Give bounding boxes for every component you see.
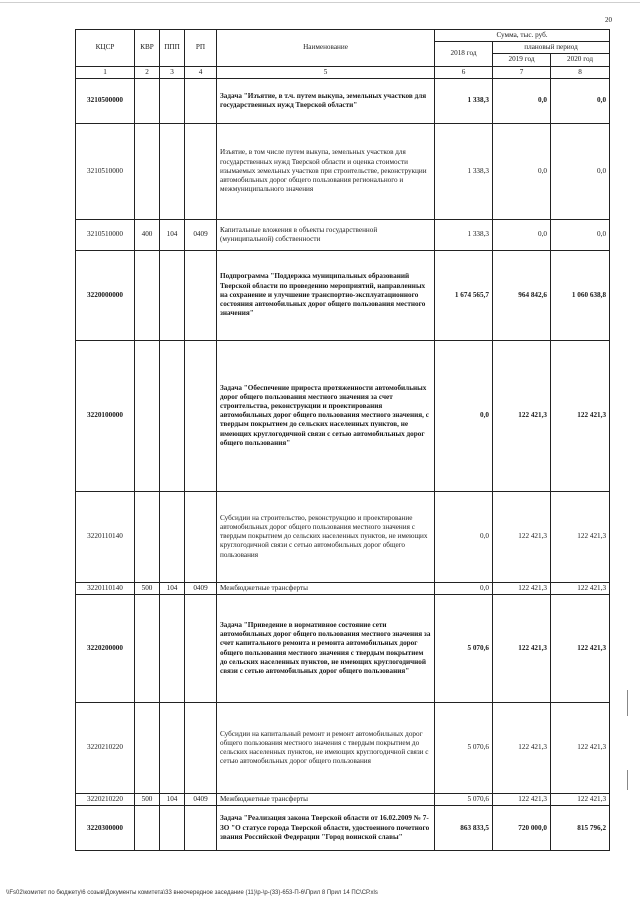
- col-num: 5: [217, 66, 435, 78]
- amount-2019-cell: 122 421,3: [493, 703, 551, 794]
- amount-2019-cell: 122 421,3: [493, 794, 551, 806]
- rp-cell: 0409: [185, 794, 217, 806]
- kvr-cell: [135, 250, 160, 340]
- kvr-cell: 400: [135, 219, 160, 250]
- kcsr-cell: 3220200000: [76, 595, 135, 703]
- header-kcsr: КЦСР: [76, 30, 135, 67]
- kvr-cell: [135, 123, 160, 219]
- header-planned-period: плановый период: [493, 42, 610, 54]
- table-row: [76, 250, 610, 340]
- rp-cell: [185, 340, 217, 491]
- kcsr-cell: 3220110140: [76, 582, 135, 594]
- ppp-cell: 104: [160, 794, 185, 806]
- header-kvr: КВР: [135, 30, 160, 67]
- col-num: 3: [160, 66, 185, 78]
- kvr-cell: 500: [135, 582, 160, 594]
- kcsr-cell: 3220110140: [76, 491, 135, 582]
- amount-2020-cell: 122 421,3: [551, 582, 610, 594]
- header-sum: Сумма, тыс. руб.: [435, 30, 610, 42]
- rp-cell: [185, 250, 217, 340]
- name-cell: Субсидии на строительство, реконструкцию и проектирование автомобильных дорог общего пользования местного значения с твердым покрытием до сельских населенных пунктов, не имеющих круглогодичной связи с сетью автомобильных дорог общего пользования: [217, 491, 435, 582]
- amount-2018-cell: 863 833,5: [435, 806, 493, 851]
- col-num: 6: [435, 66, 493, 78]
- amount-2020-cell: 122 421,3: [551, 491, 610, 582]
- table-row: [76, 491, 610, 582]
- ppp-cell: [160, 703, 185, 794]
- ppp-cell: 104: [160, 219, 185, 250]
- col-num: 1: [76, 66, 135, 78]
- amount-2019-cell: 0,0: [493, 123, 551, 219]
- amount-2019-cell: 122 421,3: [493, 340, 551, 491]
- amount-2019-cell: 0,0: [493, 78, 551, 123]
- amount-2019-cell: 122 421,3: [493, 491, 551, 582]
- kvr-cell: [135, 78, 160, 123]
- kcsr-cell: 3220300000: [76, 806, 135, 851]
- amount-2020-cell: 0,0: [551, 78, 610, 123]
- margin-mark: [627, 690, 628, 716]
- file-path-footer: \\Fs02\комитет по бюджету\6 созыв\Документы комитета\33 внеочередное заседание (11)\р-\р-(33)-653-П-6\Прил 8 Прил 14 ПС\СР.xls: [6, 890, 378, 896]
- kcsr-cell: 3220000000: [76, 250, 135, 340]
- rp-cell: 0409: [185, 219, 217, 250]
- header-2019: 2019 год: [493, 54, 551, 66]
- col-num: 2: [135, 66, 160, 78]
- header-ppp: ППП: [160, 30, 185, 67]
- kvr-cell: [135, 491, 160, 582]
- col-num: 8: [551, 66, 610, 78]
- rp-cell: [185, 703, 217, 794]
- ppp-cell: [160, 78, 185, 123]
- amount-2018-cell: 1 674 565,7: [435, 250, 493, 340]
- amount-2018-cell: 5 070,6: [435, 794, 493, 806]
- kvr-cell: [135, 703, 160, 794]
- table-row: [76, 219, 610, 250]
- ppp-cell: 104: [160, 582, 185, 594]
- table-row: [76, 595, 610, 703]
- amount-2018-cell: 1 338,3: [435, 219, 493, 250]
- amount-2020-cell: 122 421,3: [551, 340, 610, 491]
- amount-2020-cell: 122 421,3: [551, 595, 610, 703]
- header-2018: 2018 год: [435, 42, 493, 66]
- ppp-cell: [160, 250, 185, 340]
- page-number: 20: [605, 16, 612, 24]
- ppp-cell: [160, 806, 185, 851]
- amount-2018-cell: 1 338,3: [435, 123, 493, 219]
- rp-cell: [185, 595, 217, 703]
- header-rp: РП: [185, 30, 217, 67]
- name-cell: Задача "Изъятие, в т.ч. путем выкупа, земельных участков для государственных нужд Тверской области": [217, 78, 435, 123]
- rp-cell: [185, 123, 217, 219]
- table-row: [76, 582, 610, 594]
- kvr-cell: [135, 340, 160, 491]
- table-row: [76, 340, 610, 491]
- col-num: 4: [185, 66, 217, 78]
- kcsr-cell: 3210510000: [76, 123, 135, 219]
- kvr-cell: [135, 595, 160, 703]
- amount-2019-cell: 122 421,3: [493, 595, 551, 703]
- amount-2020-cell: 0,0: [551, 219, 610, 250]
- amount-2018-cell: 0,0: [435, 340, 493, 491]
- amount-2020-cell: 0,0: [551, 123, 610, 219]
- kcsr-cell: 3220210220: [76, 794, 135, 806]
- table-row: [76, 806, 610, 851]
- name-cell: Изъятие, в том числе путем выкупа, земельных участков для государственных нужд Тверской области и оценка стоимости изымаемых земельных участков при строительстве, реконструкции автомобильных дорог общего пользования регионального и межмуниципального значения: [217, 123, 435, 219]
- table-row: [76, 123, 610, 219]
- amount-2019-cell: 964 842,6: [493, 250, 551, 340]
- amount-2018-cell: 5 070,6: [435, 703, 493, 794]
- rp-cell: [185, 491, 217, 582]
- name-cell: Межбюджетные трансферты: [217, 794, 435, 806]
- rp-cell: 0409: [185, 582, 217, 594]
- rp-cell: [185, 806, 217, 851]
- header-name: Наименование: [217, 30, 435, 67]
- name-cell: Задача "Приведение в нормативное состояние сети автомобильных дорог общего пользования местного значения за счет капитального ремонта и ремонта автомобильных дорог общего пользования местного значения с твердым покрытием до сельских населенных пунктов, не имеющих круглогодичной связи с сетью автомобильных дорог общего пользования": [217, 595, 435, 703]
- amount-2020-cell: 815 796,2: [551, 806, 610, 851]
- amount-2019-cell: 720 000,0: [493, 806, 551, 851]
- name-cell: Межбюджетные трансферты: [217, 582, 435, 594]
- ppp-cell: [160, 595, 185, 703]
- table-row: [76, 703, 610, 794]
- budget-table: [75, 29, 610, 851]
- kcsr-cell: 3210510000: [76, 219, 135, 250]
- header-2020: 2020 год: [551, 54, 610, 66]
- name-cell: Подпрограмма "Поддержка муниципальных образований Тверской области по проведению мероприятий, направленных на сохранение и улучшение транспортно-эксплуатационного состояния автомобильных дорог общего пользования местного значения": [217, 250, 435, 340]
- amount-2020-cell: 122 421,3: [551, 794, 610, 806]
- amount-2018-cell: 5 070,6: [435, 595, 493, 703]
- name-cell: Задача "Реализация закона Тверской области от 16.02.2009 № 7-ЗО "О статусе города Тверской области, удостоенного почетного звания Российской Федерации "Город воинской славы": [217, 806, 435, 851]
- amount-2018-cell: 0,0: [435, 582, 493, 594]
- margin-mark: [627, 770, 628, 790]
- amount-2019-cell: 122 421,3: [493, 582, 551, 594]
- name-cell: Задача "Обеспечение прироста протяженности автомобильных дорог общего пользования местного значения за счет строительства, реконструкции и проектирования автомобильных дорог общего пользования местного значения, с твердым покрытием до сельских населенных пунктов, не имеющих круглогодичной связи с сетью автомобильных дорог общего пользования": [217, 340, 435, 491]
- amount-2020-cell: 122 421,3: [551, 703, 610, 794]
- ppp-cell: [160, 340, 185, 491]
- kcsr-cell: 3220100000: [76, 340, 135, 491]
- amount-2018-cell: 1 338,3: [435, 78, 493, 123]
- amount-2018-cell: 0,0: [435, 491, 493, 582]
- kvr-cell: 500: [135, 794, 160, 806]
- scan-edge-line: [0, 2, 640, 3]
- amount-2020-cell: 1 060 638,8: [551, 250, 610, 340]
- table-row: [76, 78, 610, 123]
- col-num: 7: [493, 66, 551, 78]
- amount-2019-cell: 0,0: [493, 219, 551, 250]
- ppp-cell: [160, 491, 185, 582]
- name-cell: Капитальные вложения в объекты государственной (муниципальной) собственности: [217, 219, 435, 250]
- kvr-cell: [135, 806, 160, 851]
- rp-cell: [185, 78, 217, 123]
- ppp-cell: [160, 123, 185, 219]
- kcsr-cell: 3220210220: [76, 703, 135, 794]
- name-cell: Субсидии на капитальный ремонт и ремонт автомобильных дорог общего пользования местного значения с твердым покрытием до сельских населенных пунктов, не имеющих круглогодичной связи с сетью автомобильных дорог общего пользования: [217, 703, 435, 794]
- kcsr-cell: 3210500000: [76, 78, 135, 123]
- table-row: [76, 794, 610, 806]
